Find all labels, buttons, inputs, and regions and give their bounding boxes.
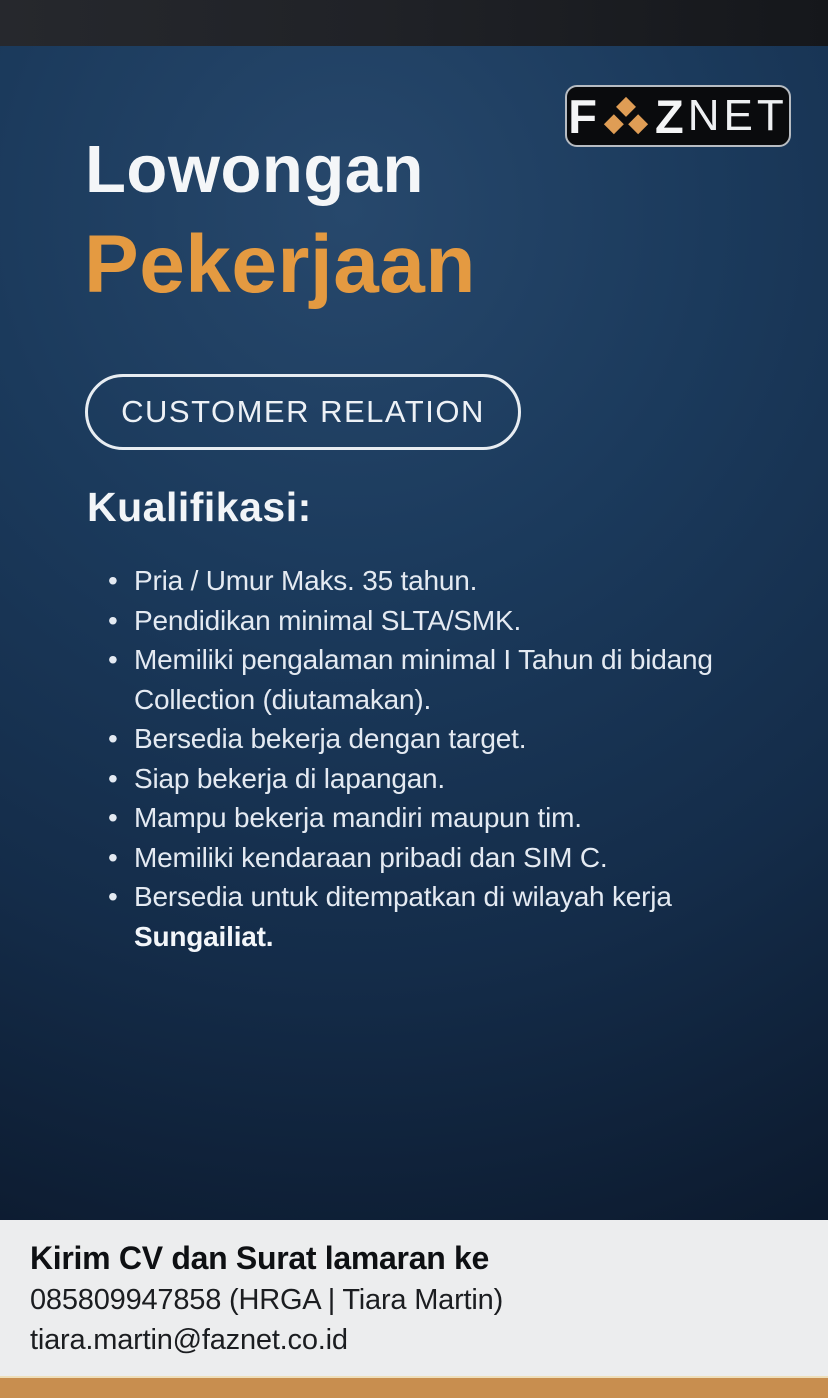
- bullet-icon: •: [108, 723, 118, 754]
- footer-phone: 085809947858 (HRGA | Tiara Martin): [30, 1284, 504, 1316]
- qualifications-heading: Kualifikasi:: [87, 484, 312, 530]
- poster-title-line1: Lowongan: [85, 132, 424, 207]
- qualification-item: [108, 640, 760, 719]
- logo-letter-z: Z: [655, 89, 683, 143]
- qualification-text: Mampu bekerja mandiri maupun tim.: [134, 802, 582, 833]
- qualification-text: Pendidikan minimal SLTA/SMK.: [134, 604, 522, 636]
- logo-net-text: NET: [687, 91, 788, 140]
- position-badge: CUSTOMER RELATION: [85, 374, 521, 450]
- qualification-item: [108, 759, 760, 799]
- footer-heading: Kirim CV dan Surat lamaran ke: [30, 1240, 490, 1276]
- bullet-icon: •: [108, 762, 118, 794]
- logo-letter-f: F: [568, 89, 596, 143]
- qualification-text: Siap bekerja di lapangan.: [134, 762, 446, 794]
- qualification-item: [108, 601, 760, 641]
- job-poster: [0, 46, 828, 1220]
- logo-diamonds-icon: [600, 95, 652, 137]
- qualification-text: Memiliki kendaraan pribadi dan SIM C.: [134, 841, 608, 873]
- contact-footer: [0, 1220, 828, 1376]
- qualification-text: Pria / Umur Maks. 35 tahun.: [134, 565, 478, 596]
- qualification-item: [108, 838, 760, 878]
- qualification-item: [108, 561, 760, 601]
- qualification-text: Memiliki pengalaman minimal I Tahun di bidang Collection (diutamakan).: [134, 644, 713, 715]
- bullet-icon: •: [108, 565, 118, 596]
- top-dark-strip: [0, 0, 828, 46]
- poster-title-line2: Pekerjaan: [84, 219, 476, 310]
- footer-email: tiara.martin@faznet.co.id: [30, 1324, 348, 1356]
- bullet-icon: •: [108, 841, 118, 873]
- qualification-text: Bersedia untuk ditempatkan di wilayah kerja: [134, 881, 672, 912]
- bottom-accent-bar: [0, 1376, 828, 1398]
- bullet-icon: •: [108, 881, 118, 912]
- qualifications-list: [108, 561, 760, 956]
- qualification-item: [108, 798, 760, 838]
- qualification-item: [108, 719, 760, 759]
- qualification-bold-text: Sungailiat.: [134, 920, 274, 952]
- bullet-icon: •: [108, 802, 118, 833]
- bullet-icon: •: [108, 604, 118, 636]
- qualification-text: Bersedia bekerja dengan target.: [134, 723, 527, 754]
- bullet-icon: •: [108, 644, 118, 675]
- qualification-item: [108, 877, 760, 956]
- faznet-logo: [565, 85, 791, 147]
